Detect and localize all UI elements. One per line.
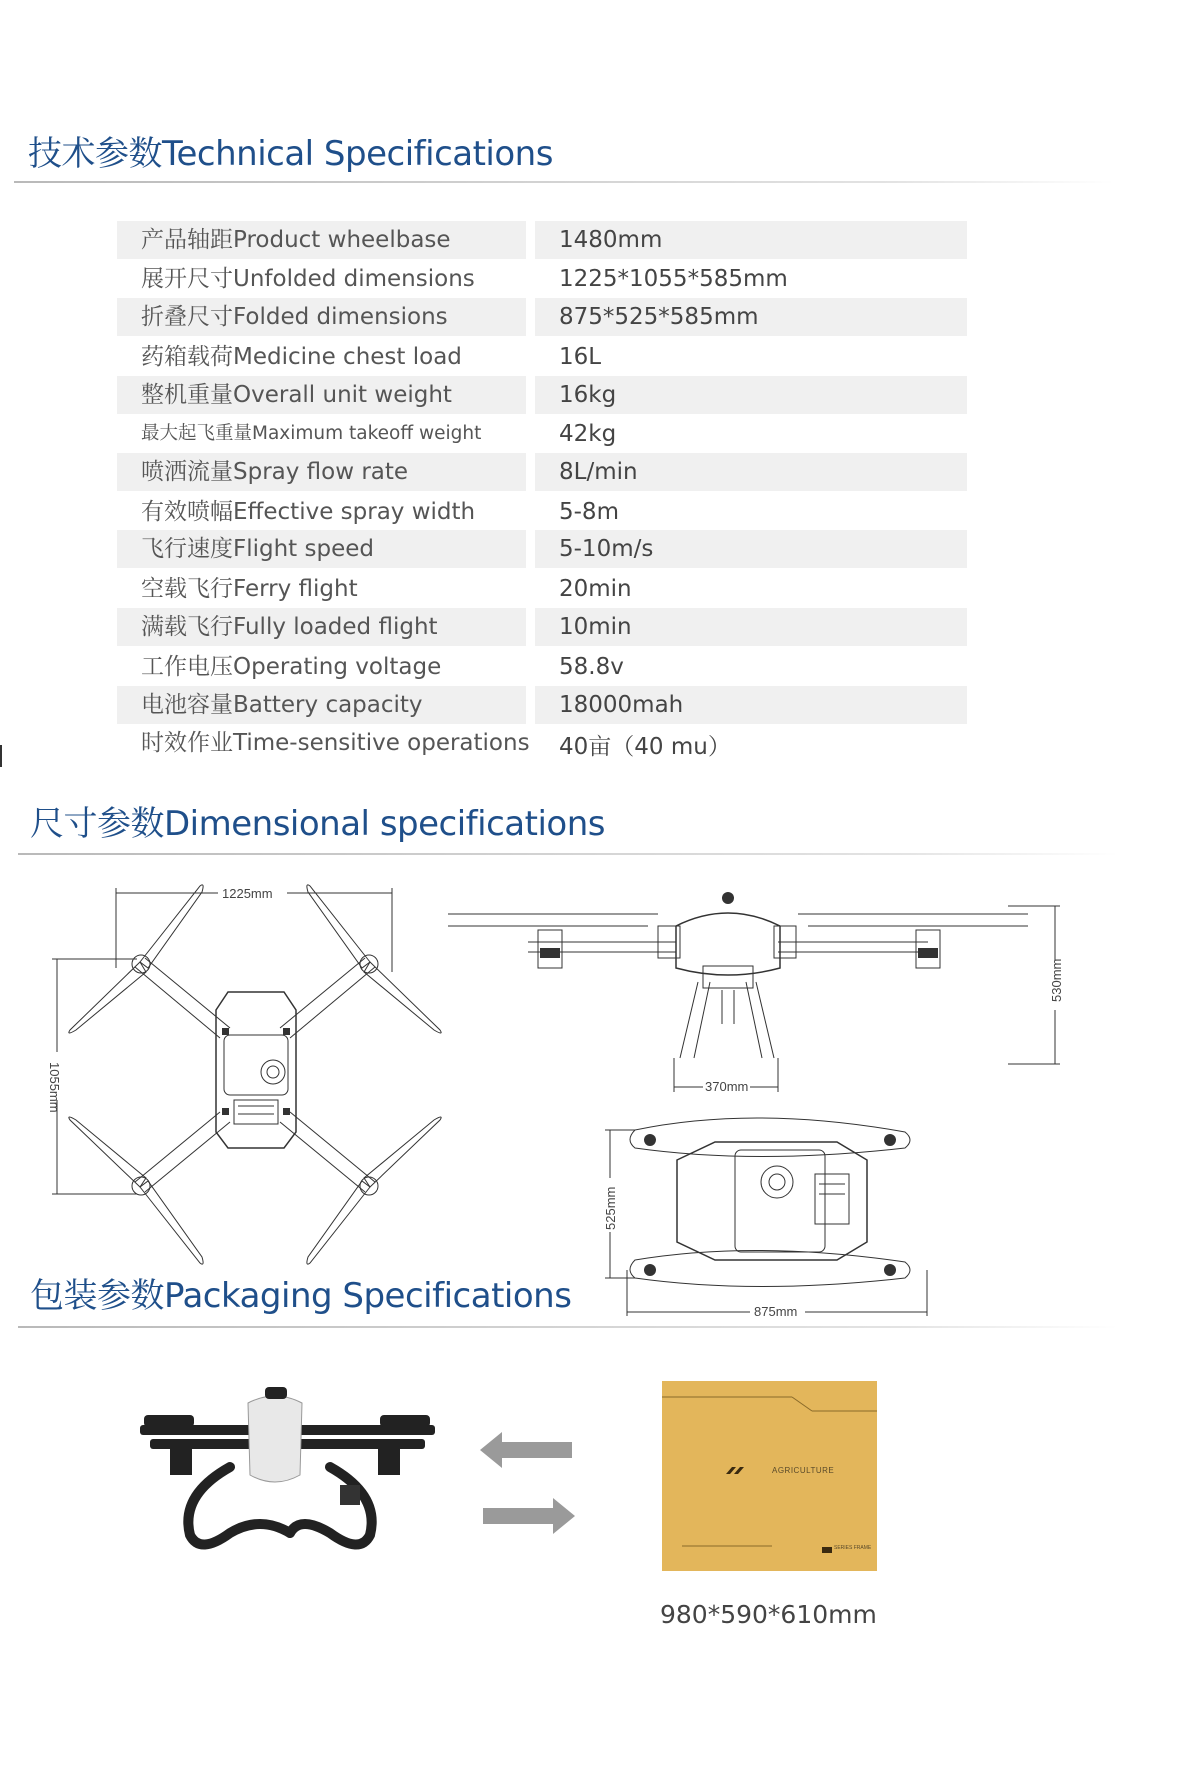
dim-front-leg-span: 370mm: [705, 1079, 749, 1094]
arrows-icon: [480, 1428, 575, 1538]
spec-label: 折叠尺寸Folded dimensions: [117, 298, 526, 336]
table-row: [117, 338, 967, 376]
spec-value: 5-8m: [559, 499, 619, 525]
dim-top-length: 1055mm: [47, 1062, 62, 1113]
spec-label: 药箱载荷Medicine chest load: [141, 344, 462, 370]
table-row: [117, 415, 967, 453]
spec-label: 有效喷幅Effective spray width: [141, 499, 476, 525]
dim-front-height: 530mm: [1049, 958, 1064, 1002]
spec-value: 10min: [535, 608, 967, 646]
spec-value: 8L/min: [535, 453, 967, 491]
spec-label: 电池容量Battery capacity: [117, 686, 526, 724]
table-row: [117, 570, 967, 608]
spec-label: 最大起飞重量Maximum takeoff weight: [141, 423, 482, 444]
spec-value: 58.8v: [559, 654, 624, 680]
dimensional-specs-title: 尺寸参数Dimensional specifications: [30, 804, 605, 844]
spec-value: 1225*1055*585mm: [559, 266, 788, 292]
packaging-specs-divider: [18, 1326, 1118, 1328]
spec-value: 5-10m/s: [535, 530, 967, 568]
table-row: [117, 221, 967, 259]
table-row: [117, 376, 967, 414]
top-view-drawing: [40, 880, 470, 1270]
spec-value: 40亩（40 mu）: [559, 734, 731, 760]
table-row: [117, 298, 967, 336]
table-row: [117, 453, 967, 491]
spec-label: 产品轴距Product wheelbase: [117, 221, 526, 259]
spec-value: 20min: [559, 576, 632, 602]
spec-value: 1480mm: [535, 221, 967, 259]
spec-label: 喷洒流量Spray flow rate: [117, 453, 526, 491]
drone-image: [140, 1385, 440, 1565]
packaging-specs-title: 包装参数Packaging Specifications: [30, 1276, 572, 1316]
dim-folded-length: 875mm: [754, 1304, 798, 1319]
folded-view-drawing: [605, 1110, 945, 1320]
spec-value: 18000mah: [535, 686, 967, 724]
table-row: [117, 608, 967, 646]
spec-value: 16L: [559, 344, 602, 370]
dimensional-specs-divider: [18, 853, 1118, 855]
edge-mark: [0, 745, 2, 767]
dim-top-width: 1225mm: [222, 886, 273, 901]
spec-value: 875*525*585mm: [535, 298, 967, 336]
table-row: [117, 493, 967, 531]
spec-value: 16kg: [535, 376, 967, 414]
spec-label: 满载飞行Fully loaded flight: [117, 608, 526, 646]
spec-value: 42kg: [559, 421, 617, 447]
packaging-size: 980*590*610mm: [660, 1600, 877, 1629]
spec-label: 时效作业Time-sensitive operations: [141, 730, 530, 756]
table-row: [117, 686, 967, 724]
technical-specs-title: 技术参数Technical Specifications: [28, 134, 553, 174]
table-row: [117, 530, 967, 568]
spec-label: 飞行速度Flight speed: [117, 530, 526, 568]
box-series-text: SERIES FRAME: [834, 1545, 872, 1551]
dim-folded-width: 525mm: [603, 1186, 618, 1230]
spec-label: 展开尺寸Unfolded dimensions: [141, 266, 475, 292]
box-brand-text: AGRICULTURE: [772, 1466, 835, 1475]
technical-specs-divider: [14, 181, 1114, 183]
spec-label: 工作电压Operating voltage: [141, 654, 442, 680]
front-view-drawing: [448, 890, 1064, 1094]
table-row: [117, 648, 967, 686]
table-row: [117, 724, 967, 762]
spec-label: 空载飞行Ferry flight: [141, 576, 358, 602]
table-row: [117, 260, 967, 298]
packaging-box-image: [662, 1381, 877, 1571]
spec-label: 整机重量Overall unit weight: [117, 376, 526, 414]
